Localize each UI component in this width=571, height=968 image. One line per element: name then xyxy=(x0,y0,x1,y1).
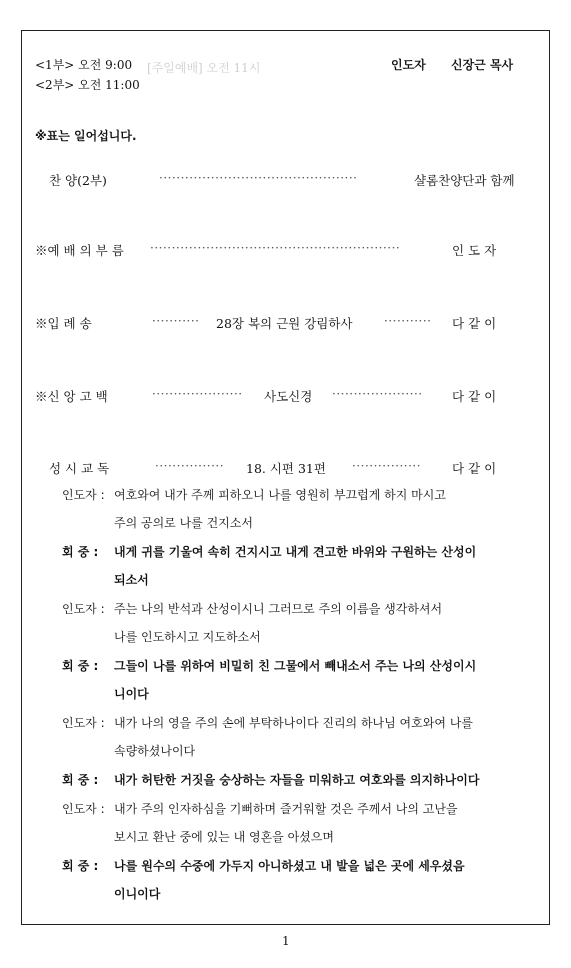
reading-speaker: 인도자 : xyxy=(62,488,105,502)
program-item-dots: ····················· xyxy=(152,387,243,401)
program-item-right: 샬롬찬양단과 함께 xyxy=(414,173,515,188)
reading-speaker: 회 중 : xyxy=(62,773,99,787)
program-item-right: 다 같 이 xyxy=(452,389,497,404)
program-item-left: ※예 배 의 부 름 xyxy=(35,243,124,258)
reading-line: 내가 나의 영을 주의 손에 부탁하나이다 진리의 하나님 여호와여 나를 xyxy=(114,716,473,730)
reading-line: 내게 귀를 기울여 속히 건지시고 내게 견고한 바위와 구원하는 산성이 xyxy=(114,545,477,559)
program-item-dots: ·························································· xyxy=(150,241,401,255)
service-time-2: <2부> 오전 11:00 xyxy=(35,78,140,92)
program-item-left: ※신 앙 고 백 xyxy=(35,389,108,404)
reading-speaker: 인도자 : xyxy=(62,716,105,730)
program-item-right: 다 같 이 xyxy=(452,316,497,331)
reading-line: 나를 인도하시고 지도하소서 xyxy=(114,630,261,644)
program-item-dots: ····················· xyxy=(332,387,423,401)
program-item-dots: ··········· xyxy=(152,314,200,328)
page-frame xyxy=(21,30,550,925)
standing-note: ※표는 일어섭니다. xyxy=(35,129,137,143)
program-item-right: 다 같 이 xyxy=(452,461,497,476)
reading-line: 보시고 환난 중에 있는 내 영혼을 아셨으며 xyxy=(114,830,334,844)
program-item-left: 성 시 교 독 xyxy=(49,461,110,476)
reading-speaker: 회 중 : xyxy=(62,859,99,873)
program-item-dots: ················ xyxy=(155,459,225,473)
reading-line: 그들이 나를 위하여 비밀히 친 그물에서 빼내소서 주는 나의 산성이시 xyxy=(114,659,477,673)
reading-line: 내가 허탄한 거짓을 숭상하는 자들을 미워하고 여호와를 의지하나이다 xyxy=(114,773,480,787)
reading-line: 주는 나의 반석과 산성이시니 그러므로 주의 이름을 생각하셔서 xyxy=(114,602,443,616)
reading-speaker: 회 중 : xyxy=(62,659,99,673)
reading-speaker: 인도자 : xyxy=(62,802,105,816)
page-number: 1 xyxy=(282,934,290,948)
program-item-title: 28장 복의 근원 강림하사 xyxy=(216,316,353,331)
reading-line: 주의 공의로 나를 건지소서 xyxy=(114,516,253,530)
ghost-bleed-text: [주일예배] 오전 11시 xyxy=(147,61,261,75)
program-item-dots: ·············································· xyxy=(159,171,358,185)
program-item-dots: ················ xyxy=(352,459,422,473)
reading-speaker: 인도자 : xyxy=(62,602,105,616)
reading-line: 여호와여 내가 주께 피하오니 나를 영원히 부끄럽게 하지 마시고 xyxy=(114,488,446,502)
program-item-right: 인 도 자 xyxy=(452,243,497,258)
program-item-left: 찬 양(2부) xyxy=(49,173,107,188)
reading-line: 속량하셨나이다 xyxy=(114,744,196,758)
program-item-left: ※입 례 송 xyxy=(35,316,92,331)
reading-line: 이니이다 xyxy=(114,887,161,901)
program-item-dots: ··········· xyxy=(384,314,432,328)
program-item-title: 사도신경 xyxy=(264,389,313,404)
service-time-1: <1부> 오전 9:00 xyxy=(35,58,133,72)
leader-label: 인도자 xyxy=(391,58,426,72)
reading-line: 내가 주의 인자하심을 기뻐하며 즐거워할 것은 주께서 나의 고난을 xyxy=(114,802,458,816)
reading-line: 니이다 xyxy=(114,687,149,701)
reading-line: 되소서 xyxy=(114,573,149,587)
leader-name: 신장근 목사 xyxy=(451,58,514,72)
reading-speaker: 회 중 : xyxy=(62,545,99,559)
program-item-title: 18. 시편 31편 xyxy=(246,461,326,476)
reading-line: 나를 원수의 수중에 가두지 아니하셨고 내 발을 넓은 곳에 세우셨음 xyxy=(114,859,465,873)
